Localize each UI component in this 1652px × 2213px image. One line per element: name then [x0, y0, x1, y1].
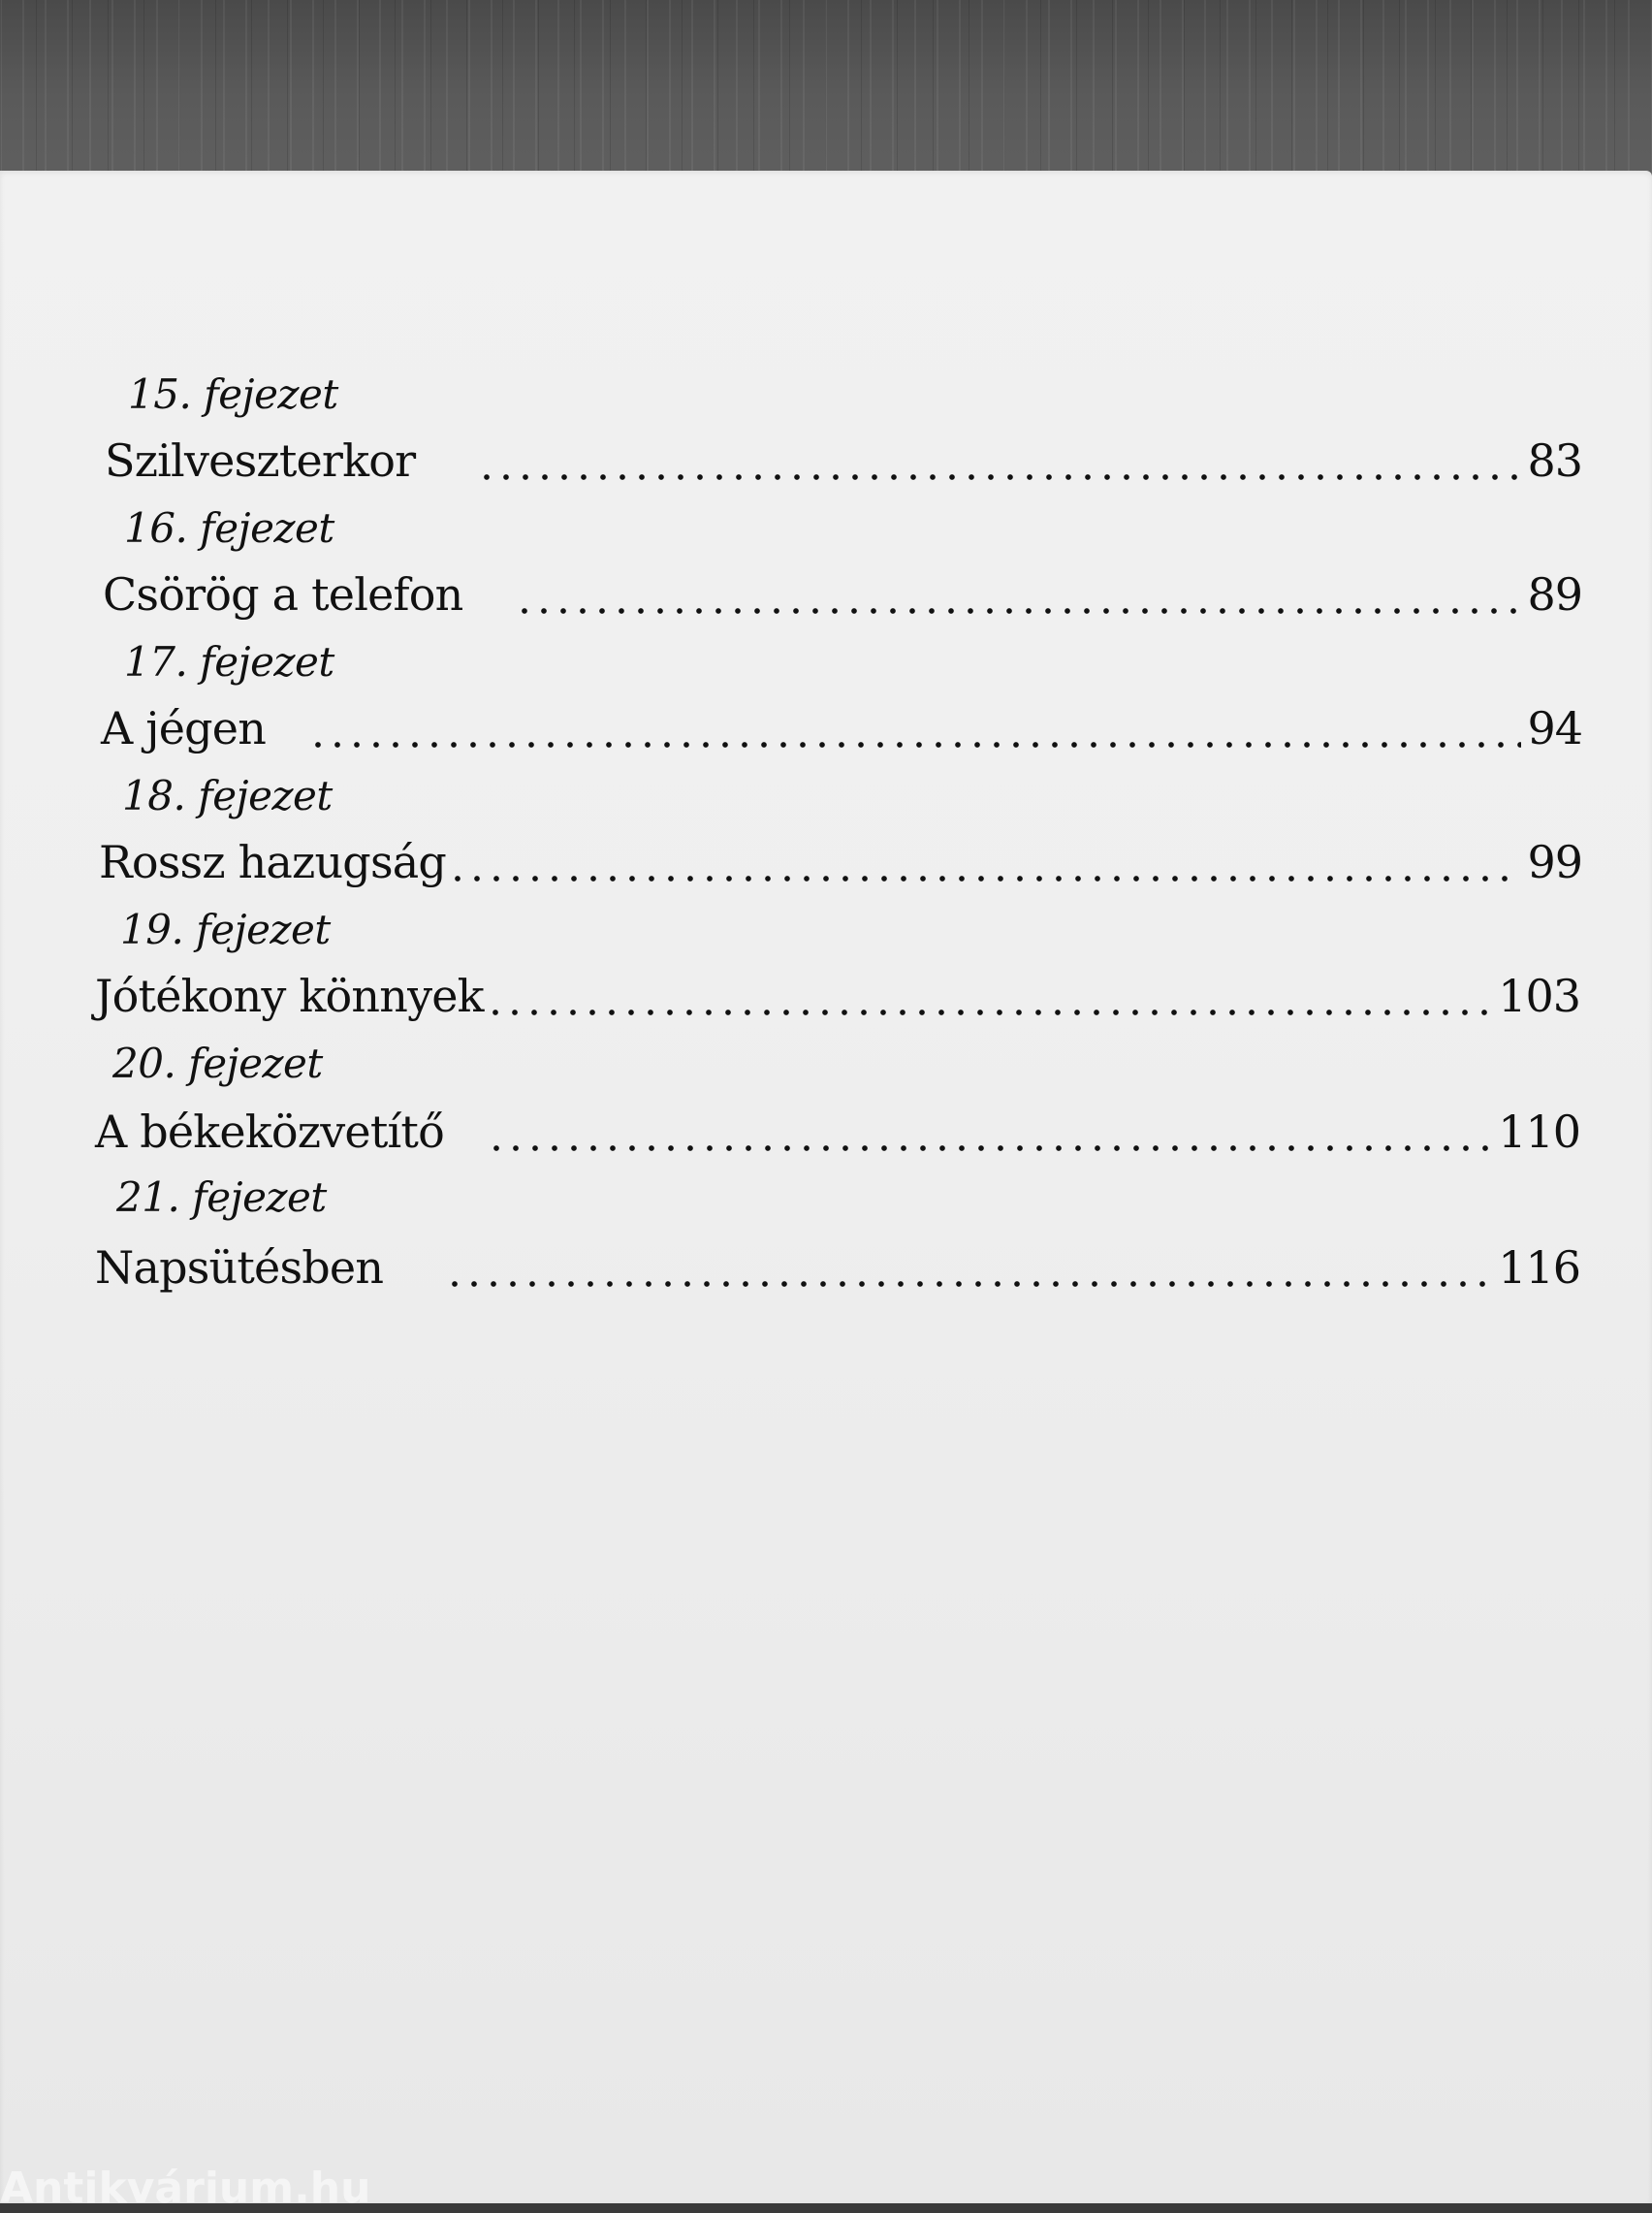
- page-number: 94: [1527, 702, 1582, 754]
- chapter-title: A jégen: [101, 702, 267, 754]
- chapter-title: Csörög a telefon: [103, 568, 463, 621]
- leader-dots: [445, 1279, 1492, 1289]
- chapter-label: 18. fejezet: [122, 772, 333, 819]
- chapter-title: A békeközvetítő: [95, 1106, 444, 1158]
- page-number: 99: [1527, 836, 1582, 888]
- toc-row: [101, 702, 1582, 760]
- leader-dots: [477, 472, 1521, 482]
- leader-dots: [308, 740, 1521, 750]
- toc-row: [105, 434, 1582, 493]
- toc-row: [95, 1241, 1580, 1299]
- toc-row: [95, 970, 1580, 1028]
- leader-dots: [486, 1008, 1492, 1017]
- watermark: Antikvárium.hu: [0, 2164, 371, 2213]
- chapter-label: 15. fejezet: [128, 370, 338, 418]
- leader-dots: [515, 606, 1521, 616]
- page-number: 103: [1498, 970, 1580, 1022]
- leader-dots: [448, 874, 1521, 883]
- toc-row: [95, 1106, 1580, 1164]
- page-number: 116: [1498, 1241, 1580, 1294]
- toc-row: [99, 836, 1582, 894]
- page-number: 89: [1527, 568, 1582, 621]
- leader-dots: [487, 1143, 1492, 1153]
- page-number: 110: [1498, 1106, 1580, 1158]
- chapter-title: Jótékony könnyek: [95, 970, 484, 1022]
- chapter-label: 21. fejezet: [116, 1173, 327, 1221]
- chapter-label: 16. fejezet: [124, 504, 334, 552]
- chapter-title: Rossz hazugság: [99, 836, 447, 888]
- chapter-label: 20. fejezet: [112, 1040, 323, 1087]
- chapter-title: Szilveszterkor: [105, 434, 416, 487]
- chapter-label: 19. fejezet: [120, 906, 331, 953]
- chapter-title: Napsütésben: [95, 1241, 384, 1294]
- toc-row: [103, 568, 1582, 626]
- page-number: 83: [1527, 434, 1582, 487]
- chapter-label: 17. fejezet: [124, 638, 334, 686]
